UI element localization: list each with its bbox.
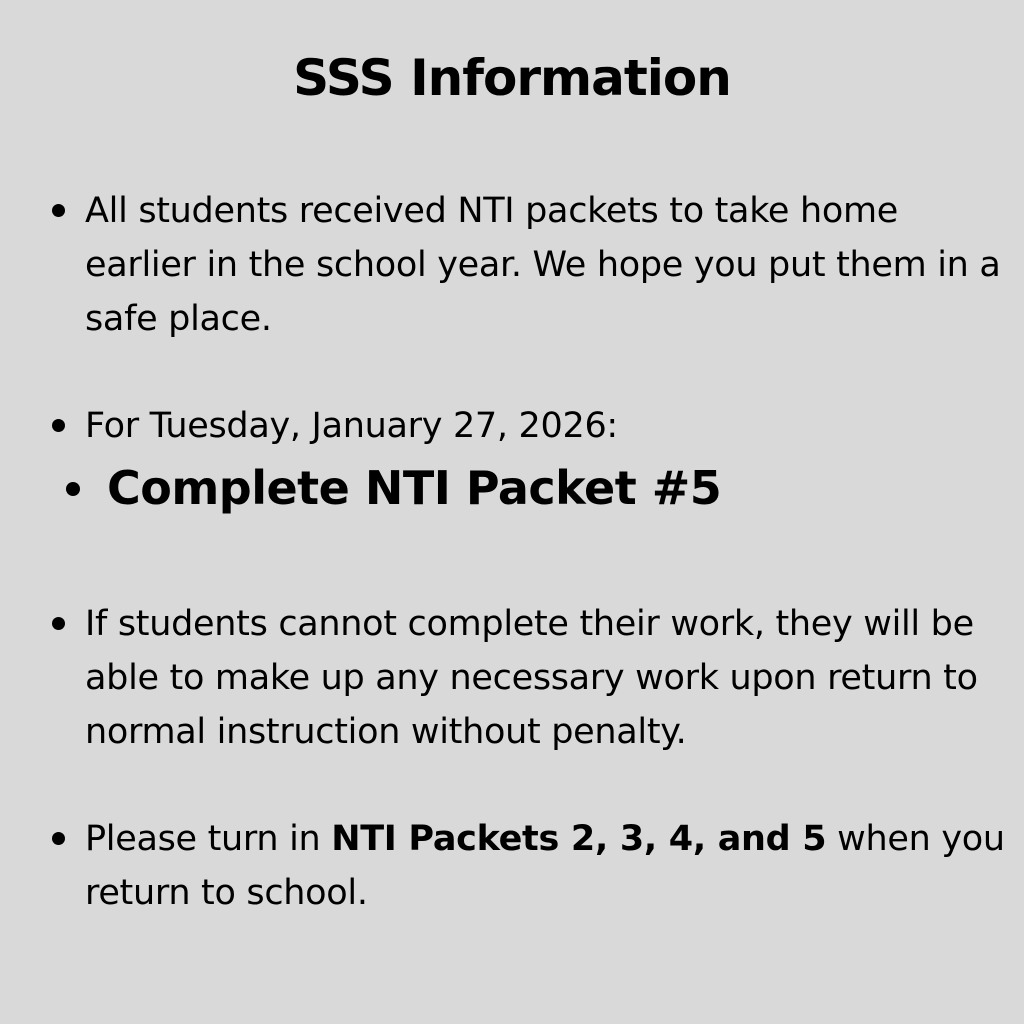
bullet-text: All students received NTI packets to take home earlier in the school year. We hope you put them in a safe place.: [85, 191, 1001, 339]
turn-in-emphasis: NTI Packets 2, 3, 4, and 5: [331, 819, 827, 859]
bullet-dot-icon: [52, 617, 65, 630]
bullet-dot-icon: [52, 204, 65, 217]
bullet-date-intro: [52, 399, 1012, 453]
bullet-text: [85, 812, 1012, 920]
bullet-text: If students cannot complete their work, they will be able to make up any necessary work upon return to normal instruction without penalty.: [85, 604, 978, 752]
bullet-text: For Tuesday, January 27, 2026:: [85, 406, 618, 446]
task-text: Complete NTI Packet #5: [107, 461, 722, 515]
bullet-task: [66, 458, 1006, 518]
bullet-dot-icon: [52, 832, 65, 845]
bullet-makeup: [52, 597, 1012, 759]
page-title: SSS Information: [293, 49, 731, 107]
bullet-dot-icon: [52, 419, 65, 432]
bullet-turn-in: [52, 812, 1012, 920]
turn-in-prefix: Please turn in: [85, 819, 332, 859]
bullet-packets-sent: [52, 184, 1012, 346]
bullet-dot-icon: [66, 482, 80, 496]
turn-in-suffix: when you return to school.: [85, 819, 1005, 913]
